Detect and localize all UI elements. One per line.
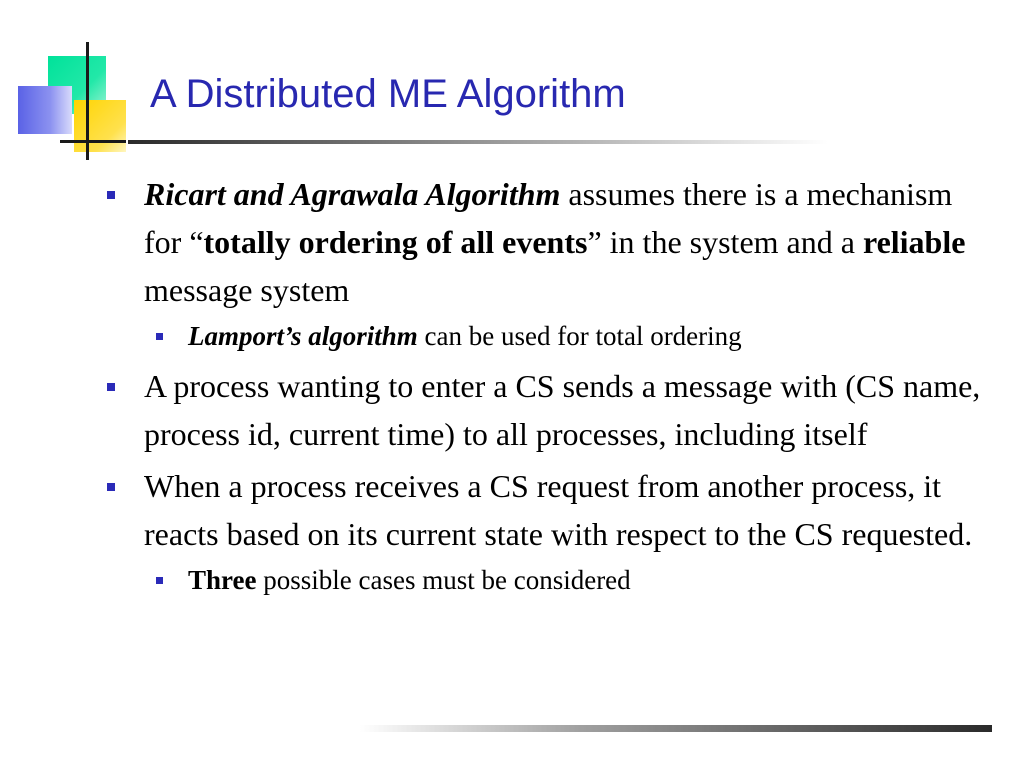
slide-title: A Distributed ME Algorithm	[150, 72, 626, 116]
bullet-item	[104, 462, 984, 558]
bullet-text: A process wanting to enter a CS sends a message with (CS name, process id, current time) to all processes, including itself	[144, 368, 981, 452]
logo-yellow-square	[74, 100, 126, 152]
bullet-text: When a process receives a CS request from another process, it reacts based on its current state with respect to the CS requested.	[144, 468, 973, 552]
footer-divider	[360, 725, 992, 732]
bullet-square-icon	[107, 383, 115, 391]
bullet-text: Ricart and Agrawala Algorithm assumes there is a mechanism for “totally ordering of all events” in the system and a reliable message system	[144, 176, 966, 308]
title-divider	[128, 140, 828, 144]
slide-body	[104, 170, 984, 602]
sub-bullet-item	[104, 314, 984, 358]
sub-bullet-text: Three possible cases must be considered	[188, 565, 631, 595]
sub-bullet-square-icon	[156, 333, 163, 340]
bullet-item	[104, 362, 984, 458]
bullet-item	[104, 170, 984, 314]
sub-bullet-item	[104, 558, 984, 602]
bullet-square-icon	[107, 191, 115, 199]
sub-bullet-square-icon	[156, 577, 163, 584]
bullet-square-icon	[107, 483, 115, 491]
sub-bullet-text: Lamport’s algorithm can be used for total ordering	[188, 321, 742, 351]
logo-horizontal-line	[60, 140, 126, 143]
logo-blue-square	[18, 86, 72, 134]
